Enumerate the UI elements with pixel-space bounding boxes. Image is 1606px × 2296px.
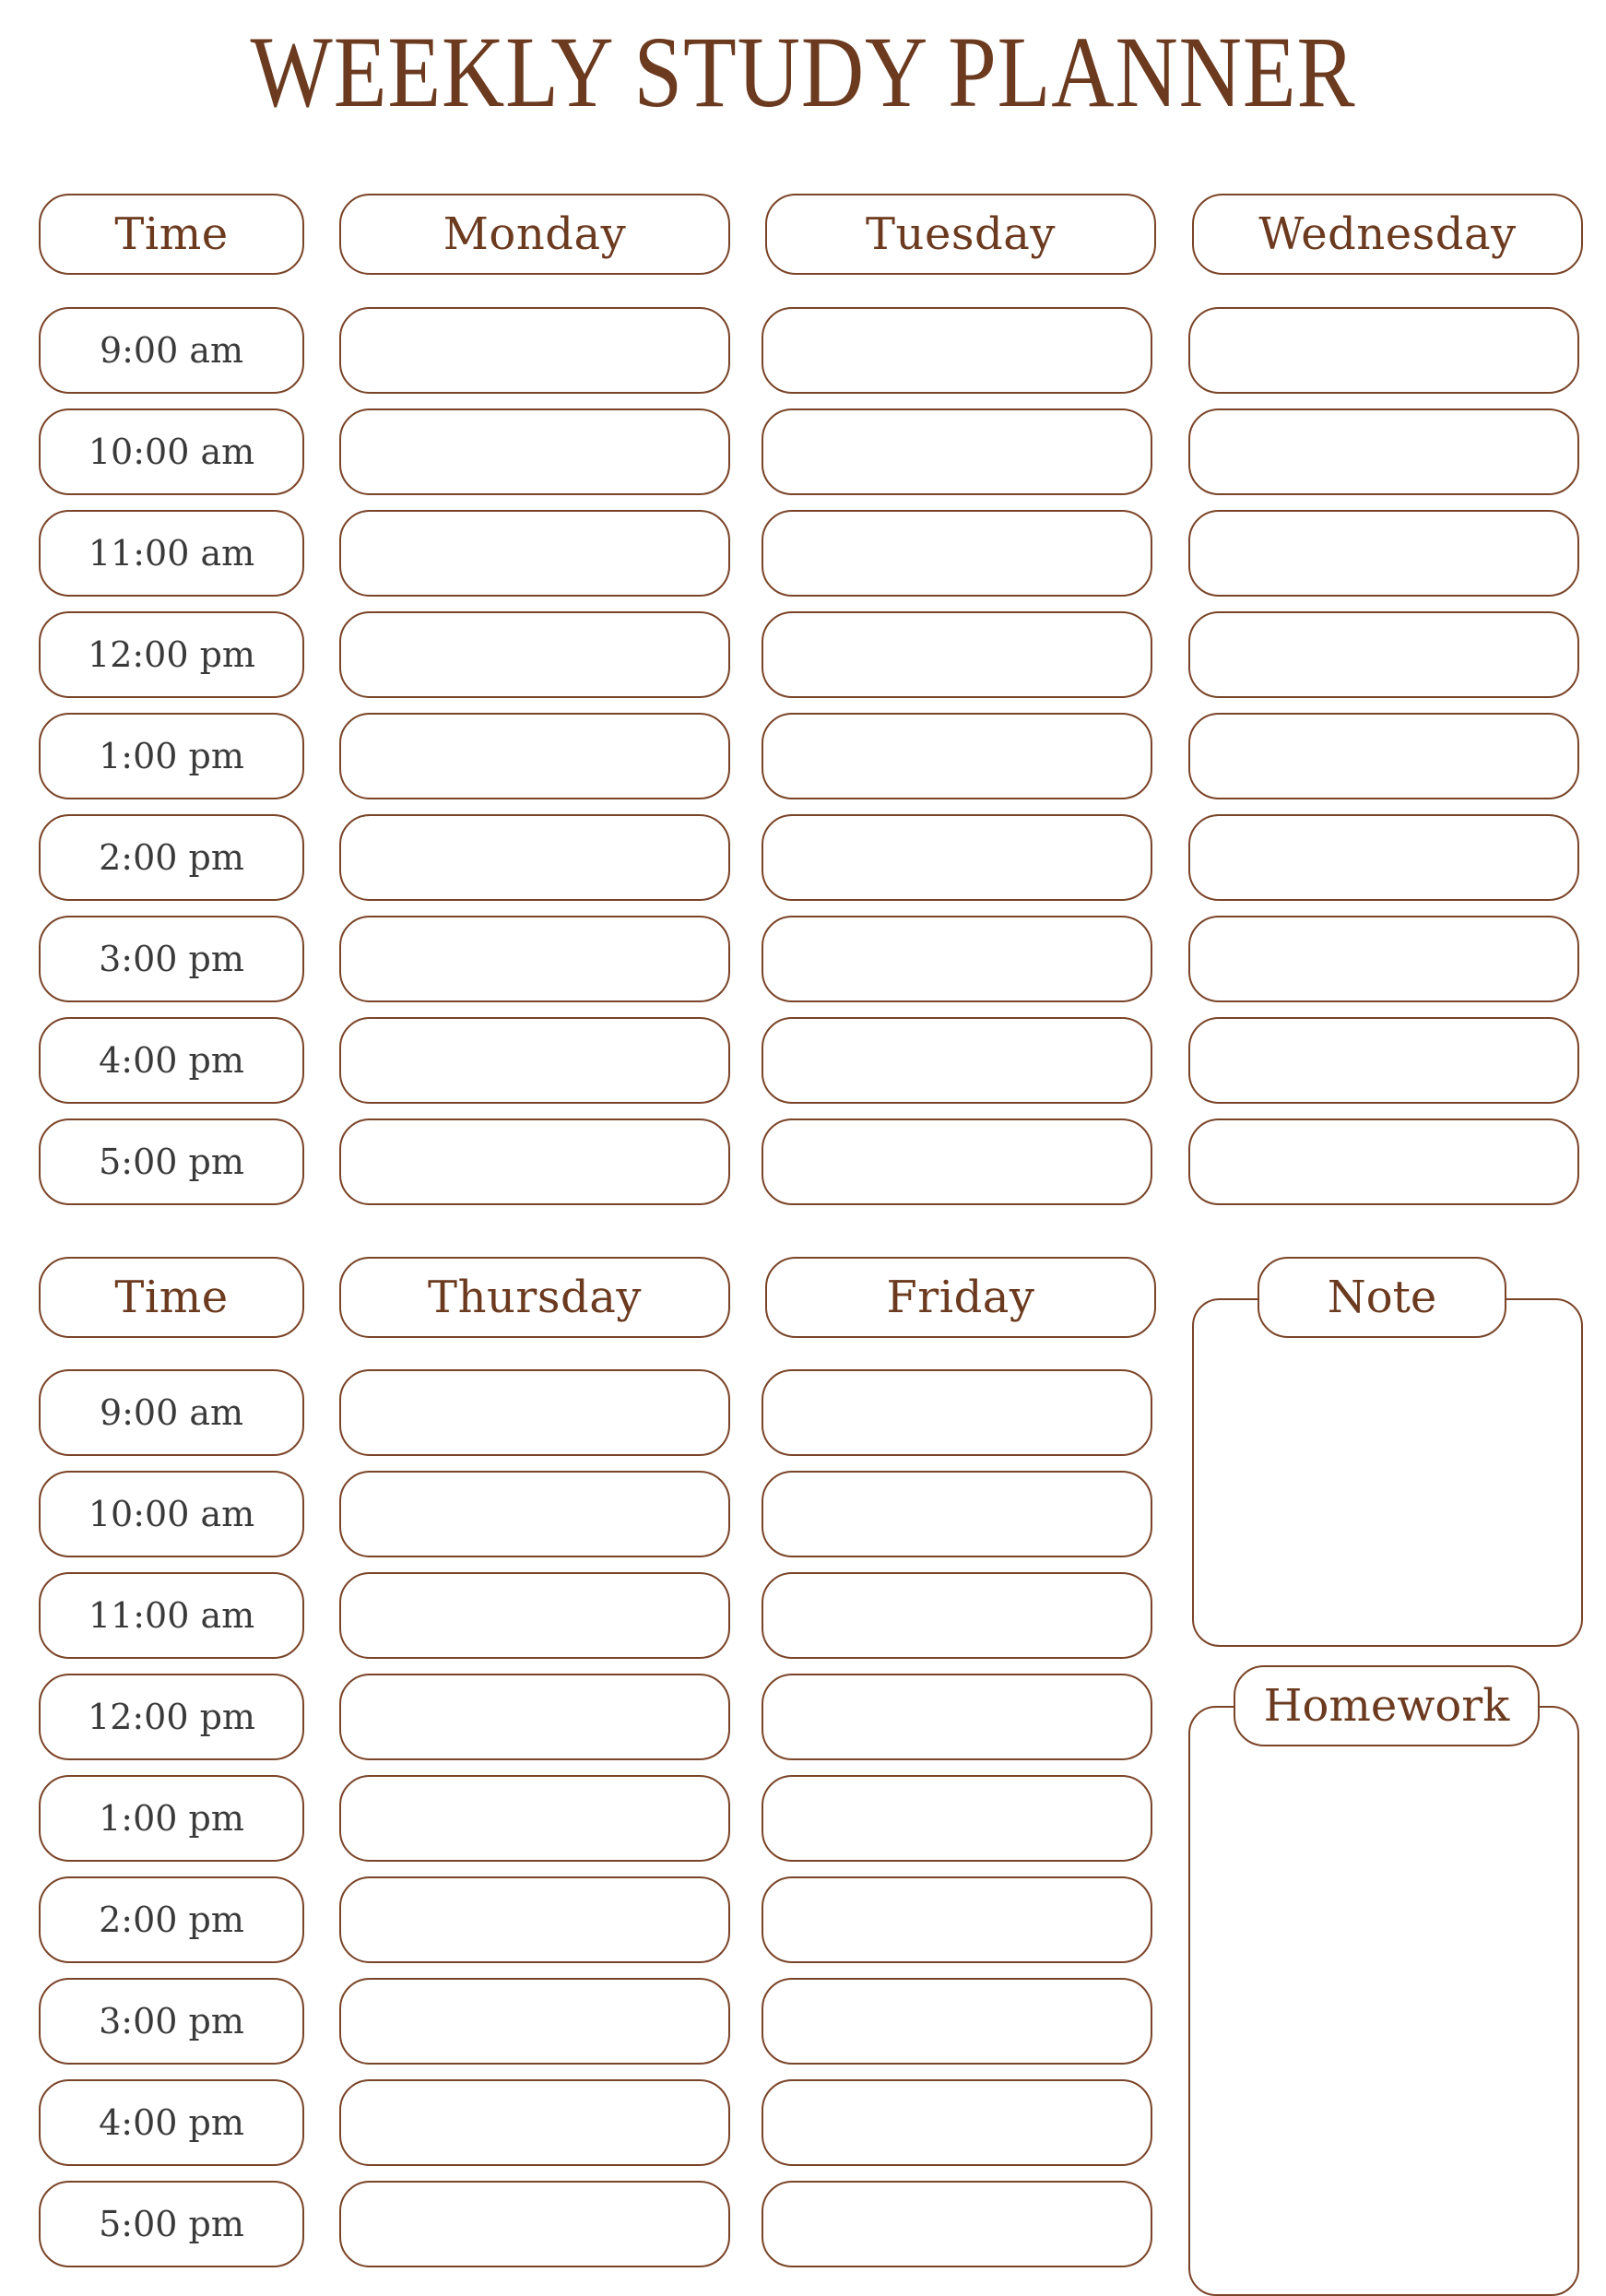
tuesday-slot-1100[interactable] — [762, 510, 1152, 597]
time-slot-label: 4:00 pm — [39, 1017, 304, 1104]
monday-slot-1400[interactable] — [339, 814, 730, 901]
tuesday-slot-0900[interactable] — [762, 307, 1152, 394]
friday-slot-1100[interactable] — [762, 1572, 1152, 1659]
thursday-slot-1100[interactable] — [339, 1572, 730, 1659]
tuesday-slot-1200[interactable] — [762, 611, 1152, 698]
time-slot-label: 2:00 pm — [39, 1876, 304, 1963]
time-slot-label: 1:00 pm — [39, 713, 304, 799]
header-tuesday: Tuesday — [765, 194, 1156, 275]
friday-slot-1000[interactable] — [762, 1471, 1152, 1557]
header-monday: Monday — [339, 194, 730, 275]
time-slot-label: 3:00 pm — [39, 1978, 304, 2065]
time-slot-label: 11:00 am — [39, 510, 304, 597]
wednesday-slot-0900[interactable] — [1188, 307, 1579, 394]
friday-slot-1600[interactable] — [762, 2079, 1152, 2166]
friday-slot-0900[interactable] — [762, 1369, 1152, 1456]
tuesday-slot-1600[interactable] — [762, 1017, 1152, 1104]
monday-slot-1600[interactable] — [339, 1017, 730, 1104]
homework-panel[interactable] — [1188, 1706, 1579, 2296]
time-slot-label: 9:00 am — [39, 307, 304, 394]
thursday-slot-1000[interactable] — [339, 1471, 730, 1557]
header-time-bottom: Time — [39, 1257, 304, 1338]
thursday-slot-1500[interactable] — [339, 1978, 730, 2065]
wednesday-slot-1100[interactable] — [1188, 510, 1579, 597]
monday-slot-1200[interactable] — [339, 611, 730, 698]
header-thursday: Thursday — [339, 1257, 730, 1338]
time-slot-label: 2:00 pm — [39, 814, 304, 901]
thursday-slot-1200[interactable] — [339, 1674, 730, 1760]
time-slot-label: 5:00 pm — [39, 1118, 304, 1205]
time-slot-label: 9:00 am — [39, 1369, 304, 1456]
friday-slot-1300[interactable] — [762, 1775, 1152, 1862]
friday-slot-1400[interactable] — [762, 1876, 1152, 1963]
time-slot-label: 3:00 pm — [39, 916, 304, 1002]
wednesday-slot-1400[interactable] — [1188, 814, 1579, 901]
time-slot-label: 12:00 pm — [39, 611, 304, 698]
monday-slot-1500[interactable] — [339, 916, 730, 1002]
thursday-slot-1300[interactable] — [339, 1775, 730, 1862]
wednesday-slot-1500[interactable] — [1188, 916, 1579, 1002]
friday-slot-1200[interactable] — [762, 1674, 1152, 1760]
wednesday-slot-1300[interactable] — [1188, 713, 1579, 799]
time-slot-label: 4:00 pm — [39, 2079, 304, 2166]
monday-slot-1000[interactable] — [339, 408, 730, 495]
wednesday-slot-1200[interactable] — [1188, 611, 1579, 698]
monday-slot-1100[interactable] — [339, 510, 730, 597]
time-slot-label: 10:00 am — [39, 1471, 304, 1557]
homework-label: Homework — [1234, 1665, 1540, 1746]
thursday-slot-1600[interactable] — [339, 2079, 730, 2166]
time-slot-label: 12:00 pm — [39, 1674, 304, 1760]
wednesday-slot-1000[interactable] — [1188, 408, 1579, 495]
tuesday-slot-1700[interactable] — [762, 1118, 1152, 1205]
page-title: WEEKLY STUDY PLANNER — [250, 16, 1356, 128]
header-wednesday: Wednesday — [1192, 194, 1583, 275]
header-friday: Friday — [765, 1257, 1156, 1338]
note-panel[interactable] — [1192, 1298, 1583, 1647]
note-label: Note — [1258, 1257, 1506, 1338]
tuesday-slot-1400[interactable] — [762, 814, 1152, 901]
wednesday-slot-1600[interactable] — [1188, 1017, 1579, 1104]
wednesday-slot-1700[interactable] — [1188, 1118, 1579, 1205]
monday-slot-1700[interactable] — [339, 1118, 730, 1205]
monday-slot-0900[interactable] — [339, 307, 730, 394]
tuesday-slot-1000[interactable] — [762, 408, 1152, 495]
thursday-slot-1400[interactable] — [339, 1876, 730, 1963]
time-slot-label: 10:00 am — [39, 408, 304, 495]
tuesday-slot-1500[interactable] — [762, 916, 1152, 1002]
friday-slot-1700[interactable] — [762, 2181, 1152, 2267]
time-slot-label: 11:00 am — [39, 1572, 304, 1659]
monday-slot-1300[interactable] — [339, 713, 730, 799]
tuesday-slot-1300[interactable] — [762, 713, 1152, 799]
thursday-slot-0900[interactable] — [339, 1369, 730, 1456]
thursday-slot-1700[interactable] — [339, 2181, 730, 2267]
time-slot-label: 1:00 pm — [39, 1775, 304, 1862]
friday-slot-1500[interactable] — [762, 1978, 1152, 2065]
header-time-top: Time — [39, 194, 304, 275]
time-slot-label: 5:00 pm — [39, 2181, 304, 2267]
